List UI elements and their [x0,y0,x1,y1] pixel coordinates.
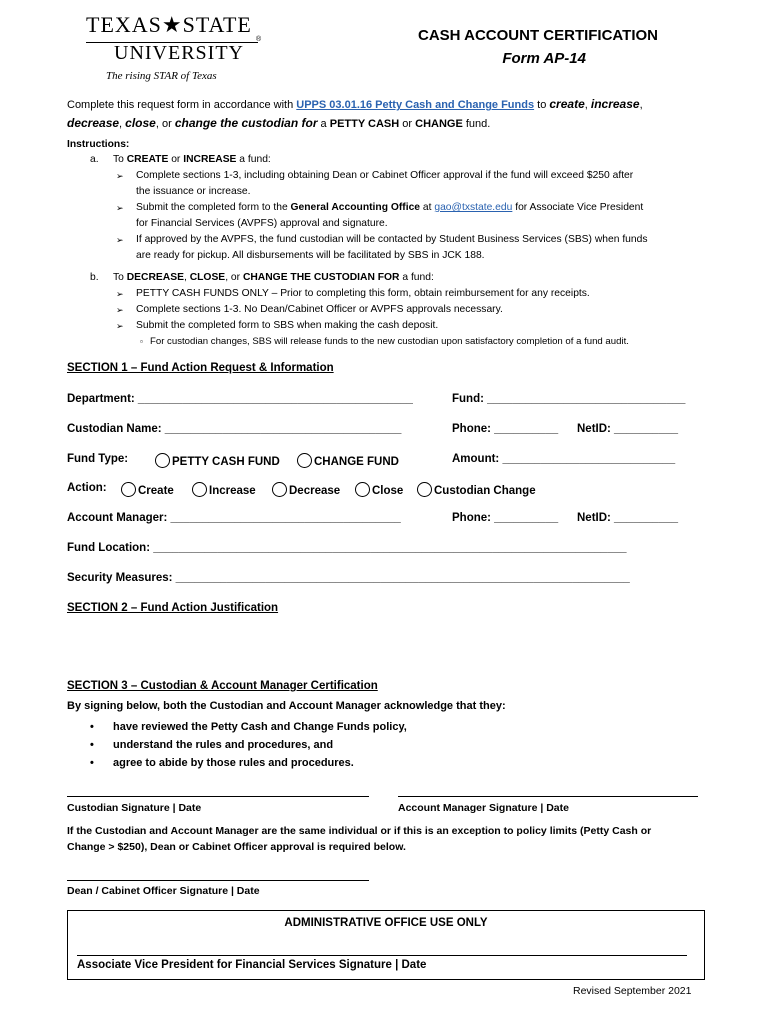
logo-text-university: UNIVERSITY [114,42,244,64]
instruction-a2-cont: for Financial Services (AVPFS) approval and signature. [136,218,388,229]
manager-signature-label: Account Manager Signature | Date [398,802,569,814]
arrow-bullet-icon: ➢ [116,289,124,299]
instr-increase: INCREASE [183,154,237,165]
instruction-b-label: b. [90,272,99,283]
intro-increase: increase [590,97,640,111]
section2-heading: SECTION 2 – Fund Action Justification [67,602,279,614]
manager-signature-line[interactable] [398,796,698,797]
manager-netid-field[interactable]: NetID: __________ [577,512,679,524]
instr-text: at [420,202,435,213]
instruction-a-title [113,152,271,168]
action-decrease-option[interactable] [272,482,340,497]
arrow-bullet-icon: ➢ [116,321,124,331]
instr-close: CLOSE [189,272,226,283]
petty-cash-fund-option[interactable] [155,453,280,468]
arrow-bullet-icon: ➢ [116,203,124,213]
radio-button[interactable] [121,482,136,497]
instr-text: a fund: [399,272,434,283]
change-fund-option[interactable] [297,453,399,468]
intro-paragraph [67,95,707,133]
instr-text: To [113,154,127,165]
amount-field[interactable]: Amount: ___________________________ [452,453,676,465]
logo-text-texas-state: TEXAS★STATE [86,12,252,37]
avp-signature-label: Associate Vice President for Financial Services Signature | Date [77,959,427,971]
action-close-option[interactable] [355,482,403,497]
square-bullet-icon: ▫ [140,337,143,346]
intro-text: a [317,118,330,130]
instruction-b-title [113,270,434,286]
certification-bullet: understand the rules and procedures, and [113,739,334,751]
intro-change: CHANGE [415,118,463,130]
certification-lead: By signing below, both the Custodian and Account Manager acknowledge that they: [67,700,506,712]
instruction-b3a: For custodian changes, SBS will release funds to the new custodian upon satisfactory completion of a fund audit. [150,336,629,347]
arrow-bullet-icon: ➢ [116,171,124,181]
intro-create: create [549,97,585,111]
instruction-a1: Complete sections 1-3, including obtaining Dean or Cabinet Officer approval if the fund will exceed $250 after [136,170,634,181]
bullet-icon: • [90,739,94,751]
custodian-netid-field[interactable]: NetID: __________ [577,423,679,435]
option-label: Decrease [289,485,341,497]
fund-location-field[interactable]: Fund Location: __________________________________________________________________________ [67,542,627,554]
revised-date: Revised September 2021 [573,985,692,997]
fund-type-label: Fund Type: [67,453,129,465]
intro-text: , [639,99,643,111]
form-title: CASH ACCOUNT CERTIFICATION [418,27,658,44]
justification-area[interactable] [67,622,703,674]
university-logo [80,8,280,88]
department-field[interactable]: Department: ___________________________________________ [67,393,413,405]
instruction-a3-cont: are ready for pickup. All disbursements will be facilitated by SBS in JCK 188. [136,250,485,261]
certification-bullet: agree to abide by those rules and procedures. [113,757,354,769]
instr-text: Submit the completed form to the [136,202,291,213]
gao-email-link[interactable]: gao@txstate.edu [434,202,513,213]
account-manager-field[interactable]: Account Manager: ____________________________________ [67,512,401,524]
option-label: CHANGE FUND [314,456,399,468]
instr-decrease: DECREASE [126,272,184,283]
option-label: Create [138,485,174,497]
certification-bullet: have reviewed the Petty Cash and Change Funds policy, [113,721,407,733]
instruction-a3: If approved by the AVPFS, the fund custodian will be contacted by Student Business Services (SBS) when funds [136,234,648,245]
avp-signature-line[interactable] [77,955,687,956]
radio-button[interactable] [417,482,432,497]
instr-create: CREATE [126,154,169,165]
arrow-bullet-icon: ➢ [116,305,124,315]
intro-text: Complete this request form in accordance with [67,99,297,111]
instr-change-custodian: CHANGE THE CUSTODIAN FOR [242,272,400,283]
option-label: Close [372,485,404,497]
instr-text: or [168,154,184,165]
instr-text: , or [225,272,243,283]
custodian-phone-field[interactable]: Phone: __________ [452,423,559,435]
intro-petty-cash: PETTY CASH [329,118,400,130]
option-label: PETTY CASH FUND [172,456,280,468]
instr-text: for Associate Vice President [512,202,644,213]
action-create-option[interactable] [121,482,174,497]
dean-signature-label: Dean / Cabinet Officer Signature | Date [67,885,260,897]
radio-button[interactable] [155,453,170,468]
bullet-icon: • [90,757,94,769]
approval-note: If the Custodian and Account Manager are the same individual or if this is an exception to policy limits (Petty Cash or [67,825,652,837]
section3-heading: SECTION 3 – Custodian & Account Manager Certification [67,680,378,692]
section1-heading: SECTION 1 – Fund Action Request & Information [67,362,334,374]
custodian-signature-label: Custodian Signature | Date [67,802,202,814]
instruction-a1-cont: the issuance or increase. [136,186,251,197]
logo-registered-mark: ® [256,36,262,43]
instruction-a2 [136,200,643,216]
form-number: Form AP-14 [502,50,586,67]
intro-text: to [534,99,550,111]
intro-text: or [399,118,416,130]
action-custodian-change-option[interactable] [417,482,536,497]
admin-heading: ADMINISTRATIVE OFFICE USE ONLY [284,917,488,929]
radio-button[interactable] [355,482,370,497]
fund-field[interactable]: Fund: _______________________________ [452,393,686,405]
radio-button[interactable] [297,453,312,468]
intro-change-custodian: change the custodian for [174,116,318,130]
instr-text: , [183,272,190,283]
custodian-signature-line[interactable] [67,796,369,797]
instr-text: To [113,272,127,283]
instr-text: a fund: [236,154,271,165]
bullet-icon: • [90,721,94,733]
intro-text: , or [155,118,175,130]
instruction-b3: Submit the completed form to SBS when making the cash deposit. [136,320,439,331]
radio-button[interactable] [192,482,207,497]
radio-button[interactable] [272,482,287,497]
instruction-b2: Complete sections 1-3. No Dean/Cabinet Officer or AVPFS approvals necessary. [136,304,503,315]
manager-phone-field[interactable]: Phone: __________ [452,512,559,524]
intro-text: fund. [462,118,491,130]
action-label: Action: [67,482,107,494]
intro-text: , [584,99,591,111]
logo-tagline: The rising STAR of Texas [106,70,217,82]
arrow-bullet-icon: ➢ [116,235,124,245]
intro-decrease: decrease [67,116,120,130]
instructions-heading: Instructions: [67,139,130,150]
option-label: Increase [209,485,256,497]
instruction-a-label: a. [90,154,99,165]
admin-use-box [67,910,705,980]
instruction-b1: PETTY CASH FUNDS ONLY – Prior to completing this form, obtain reimbursement for any receipts. [136,288,590,299]
dean-signature-line[interactable] [67,880,369,881]
intro-close: close [125,116,156,130]
intro-text: , [119,118,126,130]
upps-policy-link[interactable]: UPPS 03.01.16 Petty Cash and Change Funds [296,99,535,111]
action-increase-option[interactable] [192,482,256,497]
instr-gao: General Accounting Office [290,202,421,213]
custodian-name-field[interactable]: Custodian Name: _____________________________________ [67,423,402,435]
security-measures-field[interactable]: Security Measures: _______________________________________________________________________ [67,572,630,584]
approval-note-cont: Change > $250), Dean or Cabinet Officer approval is required below. [67,841,406,853]
option-label: Custodian Change [434,485,536,497]
